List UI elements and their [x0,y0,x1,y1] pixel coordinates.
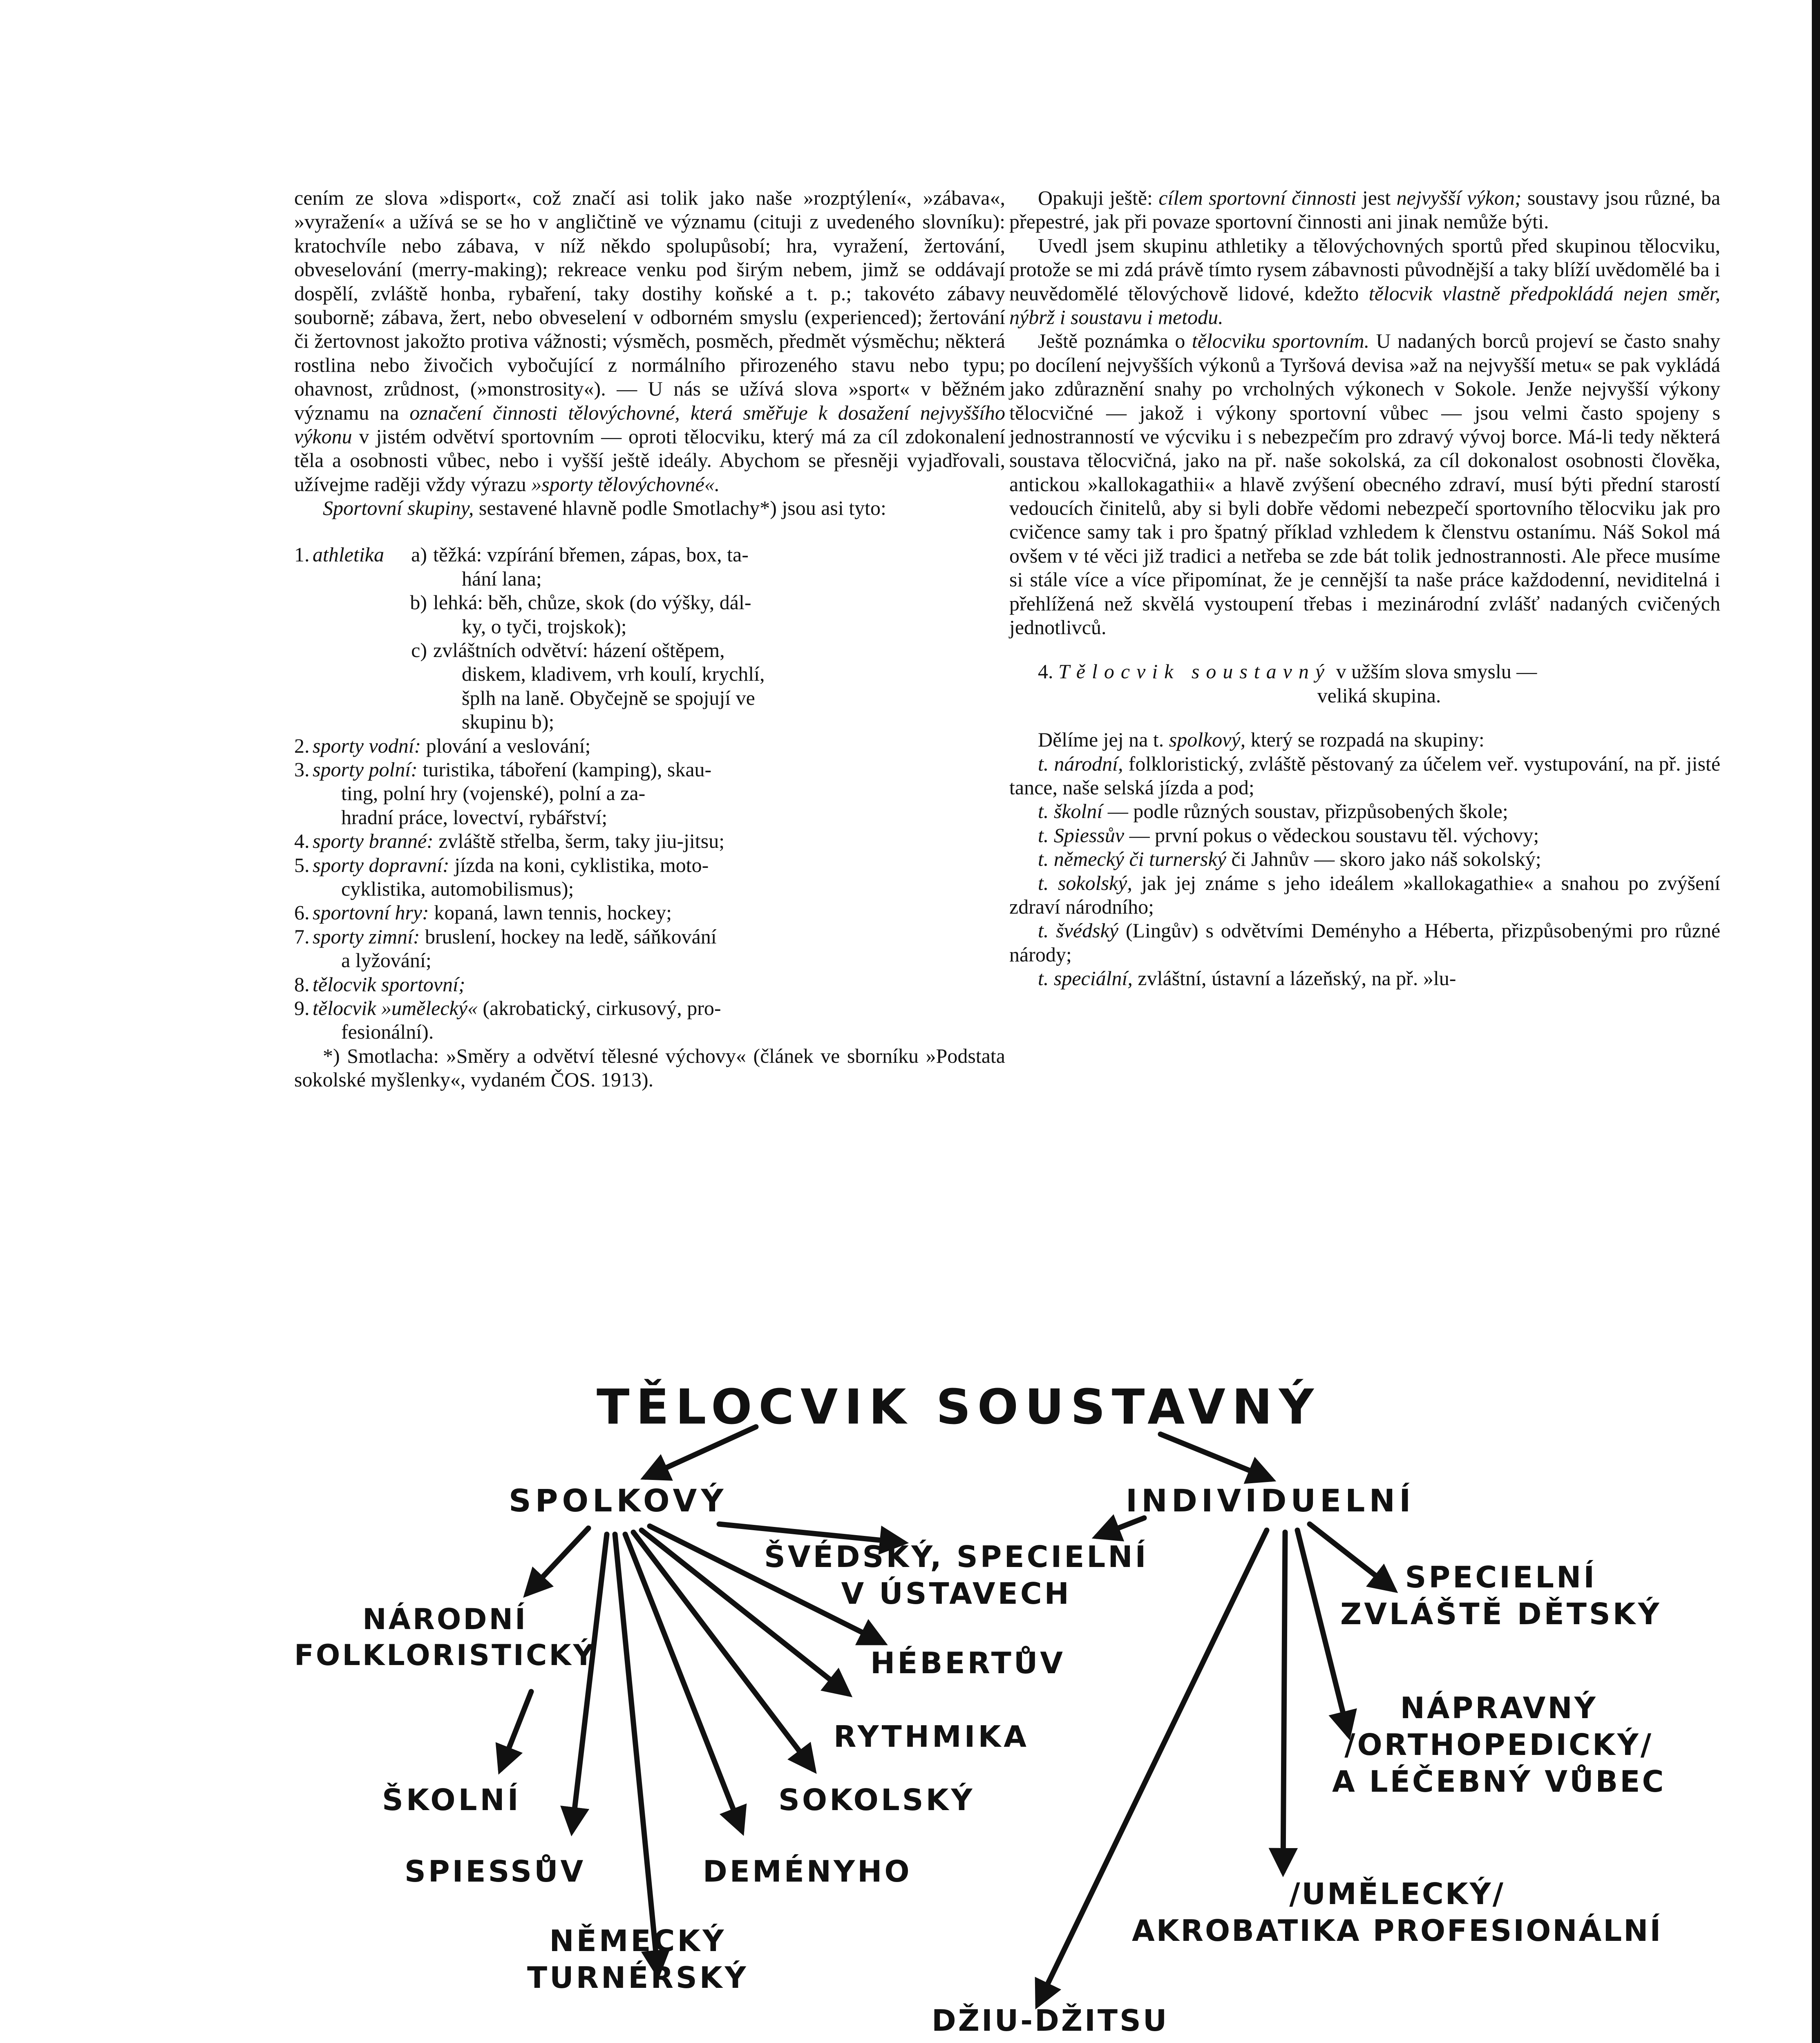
node-spolkovy: SPOLKOVÝ [509,1482,728,1519]
node-skolni: ŠKOLNÍ [382,1783,521,1817]
node-dziu: DŽIU-DŽITSU [932,2003,1169,2038]
list-item: 7. sporty zimní: bruslení, hockey na ledě, sáňkování a lyžování; [294,925,717,972]
right-paragraph-1: Opakuji ještě: cílem sportovní činnosti jest nejvyšší výkon; soustavy jsou různé, ba přepestré, jak při povaze sportovní činnosti ani jinak nemůže býti. [1009,186,1721,233]
node-narodni: NÁRODNÍ FOLKLORISTICKÝ [294,1603,596,1672]
entry-spiessuv: t. Spiessův — první pokus o vědeckou soustavu těl. výchovy; [1038,823,1539,847]
entry-svedsky: t. švédský (Lingův) s odvětvími Deményho a Héberta, přizpůsobenými pro různé národy; [1009,919,1721,966]
entry-narodni: t. národní, folkloristický, zvláště pěstovaný za účelem veř. vystupování, na př. jisté tance, naše selská jízda a pod; [1009,752,1721,799]
node-sokolsky: SOKOLSKÝ [778,1783,975,1817]
entry-sokolsky: t. sokolský, jak jej známe s jeho ideálem »kallokagathie« a snahou po zvýšení zdraví národního; [1009,871,1721,918]
list-item: 1. athletika a) těžká: vzpírání břemen, zápas, box, ta- hání lana; [294,543,749,590]
list-item: 5. sporty dopravní: jízda na koni, cyklistika, moto- cyklistika, automobilismus); [294,853,709,900]
section-heading-4: 4. Tělocvik soustavný v užším slova smyslu — veliká skupina. [1038,660,1537,707]
arrow-individualni-umelecky [1283,1532,1285,1871]
diagram-title: TĚLOCVIK SOUSTAVNÝ [597,1379,1321,1435]
list-item: 3. sporty polní: turistika, táboření (kamping), skau- ting, polní hry (vojenské), polní a za- hradní práce, lovectví, rybářství; [294,758,712,829]
entry-specialni: t. speciální, zvláštní, ústavní a lázeňský, na př. »lu- [1038,967,1456,990]
list-item: 2. sporty vodní: plování a veslování; [294,734,591,757]
node-hebertuv: HÉBERTŮV [870,1646,1066,1680]
right-paragraph-2: Uvedl jsem skupinu athletiky a tělovýchovných sportů před skupinou tělocviku, protože se mi zdá právě tímto rysem zábavnosti původnější a taky blíží uvědomělé ba i neuvědomělé tělovýchově lidové, kdežto tělocvik vlastně předpokládá nejen směr, nýbrž i soustavu i metodu. [1009,234,1721,329]
right-paragraph-4: Dělíme jej na t. spolkový, který se rozpadá na skupiny: [1038,728,1485,751]
list-item: 9. tělocvik »umělecký« (akrobatický, cirkusový, pro- fesionální). [294,996,721,1044]
node-rythmika: RYTHMIKA [834,1719,1029,1754]
node-individualni: INDIVIDUELNÍ [1126,1482,1415,1519]
left-paragraph-2: Sportovní skupiny, sestavené hlavně podle Smotlachy*) jsou asi tyto: [323,496,886,520]
arrow-spolkovy-spiessuv [572,1534,607,1831]
list-item: 8. tělocvik sportovní; [294,972,465,996]
arrow-narodni-skolni [501,1692,531,1769]
left-paragraph-1: cením ze slova »disport«, což značí asi tolik jako naše »rozptýlení«, »zábava«, »vyražení« a užívá se se ho v angličtině ve významu (cituji z uvedeného slovníku): kratochvíle nebo zábava, v níž někdo spolupůsobí; hra, vyražení, žertování, obveselování (merry-making); rekreace venku pod širým nebem, jimž se oddávají dospělí, zvláště honba, rybaření, taky dostihy koňské a t. p.; takovéto zábavy souborně; zábava, žert, nebo obveselení v odborném smyslu (experienced); žertování či žertovnost jakožto protiva vážnosti; výsměch, posměch, předmět výsměchu; některá rostlina nebo živočich vybočující z normálního přirozeného stavu nebo typu; ohavnost, zrůdnost, (»monstrosity«). — U nás se užívá slova »sport« v běžném významu na označení činnosti tělovýchovné, která směřuje k dosažení nejvyššího výkonu v jistém odvětví sportovním — oproti tělocviku, který má za cíl zdokonalení těla a osobnosti vůbec, nebo i vyšší ještě ideály. Abychom se přesněji vyjadřovali, užívejme raději vždy výrazu »sporty tělovýchovné«. [294,186,1006,496]
node-specielni: SPECIELNÍ ZVLÁŠTĚ DĚTSKÝ [1340,1560,1662,1631]
list-item: b) lehká: běh, chůze, skok (do výšky, dál- ky, o tyči, trojskok); c) zvláštních odvětví: házení oštěpem, diskem, kladivem, vrh koulí, krychlí, šplh na laně. Obyčejně se spojují ve skupinu b); [410,591,765,733]
arrow-spolkovy-demenyho [625,1534,742,1831]
list-item: 6. sportovní hry: kopaná, lawn tennis, hockey; [294,901,672,924]
arrow-title-individualni [1160,1434,1271,1479]
node-spiessuv: SPIESSŮV [405,1854,586,1889]
entry-skolni: t. školní — podle různých soustav, přizpůsobených škole; [1038,800,1508,823]
arrow-spolkovy-narodni [527,1528,588,1594]
node-demenyho: DEMÉNYHO [703,1854,912,1889]
entry-nemecky: t. německý či turnerský či Jahnův — skoro jako náš sokolský; [1038,847,1541,871]
list-item: 4. sporty branné: zvláště střelba, šerm, taky jiu-jitsu; [294,829,725,853]
node-svedsky: ŠVÉDSKÝ, SPECIELNÍ V ÚSTAVECH [764,1540,1149,1611]
node-umelecky: /UMĚLECKÝ/ AKROBATIKA PROFESIONÁLNÍ [1132,1877,1663,1948]
arrow-individualni-svedsky [1097,1518,1144,1536]
footnote: *) Smotlacha: »Směry a odvětví tělesné výchovy« (článek ve sborníku »Podstata sokolské myšlenky«, vydaném ČOS. 1913). [294,1044,1005,1091]
right-paragraph-3: Ještě poznámka o tělocviku sportovním. U nadaných borců projeví se často snahy po docílení nejvyšších výkonů a Tyršová devisa »až na nejvyšší metu« se pak vykládá jako zdůraznění snahy po vrcholných výkonech v Sokole. Jenže nejvyšší výkony tělocvičné — jakož i výkony sportovní vůbec — jsou velmi často spojeny s jednostranností ve výcviku i s nebezpečím pro zdravý vývoj borce. Má-li tedy některá soustava tělocvičná, jako na př. naše sokolská, za cíl dokonalost osobnosti člověka, antickou »kallokagathii« a hlavě zvýšení obecného zdraví, musí býti přední starostí vedoucích činitelů, aby si byli dobře vědomi nebezpečí sportovního tělocviku jak pro cvičence samy tak i pro špatný příklad vzhledem k členstvu ostanímu. Náš Sokol má ovšem v té věci již tradici a netřeba se zde bát tolik jednostrannosti. Ale přece musíme si stále více a více připomínat, že je cennější ta naše práce každodenní, neviditelná i přehlížená než skvělá vystoupení třebas i mezinárodní zvlášť nadaných cvičených jednotlivců. [1009,329,1720,639]
node-napravny: NÁPRAVNÝ /ORTHOPEDICKÝ/ A LÉČEBNÝ VŮBEC [1332,1691,1666,1799]
node-nemecky: NĚMECKÝ TURNÉRSKÝ [527,1924,749,1995]
